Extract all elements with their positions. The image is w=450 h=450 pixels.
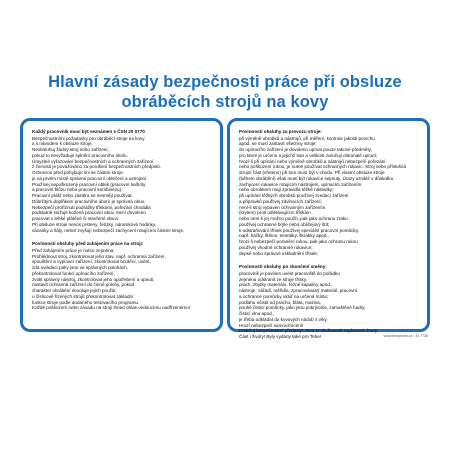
- text-line: prach, zbytky materiálu, řezné kapaliny apod.;: [239, 282, 333, 288]
- text-line: podstatně snižuje kožená pracovní obuv. Není dovoleno: [32, 210, 146, 216]
- text-line: a připravků používej zdvihacích zařízení;: [239, 198, 322, 204]
- text-line: pracovat v lehké plátěné či otevřené obuvi.: [32, 216, 120, 222]
- text-line: Každé poškození nebo závadu na stroji ihned ohlas vedoucímu nadřízenému!: [32, 305, 191, 311]
- section-heading: Povinnosti obsluhy za provozu stroje:: [239, 129, 322, 134]
- text-line: strojní část (vřeteno) při tom musí být v chodu. Při vlastní obsluze stroje: [239, 170, 385, 176]
- text-line: podlahu očistit od prachu, bláta, maziva,: [239, 299, 321, 305]
- text-line: funkce stroje podle dodaného testovacího programu.: [32, 299, 140, 305]
- text-line: Prohlédnout stroj, zkontrolovat jeho stav, např. ochranná zařízení,: [32, 253, 166, 259]
- right-section-operation: [239, 129, 419, 256]
- text-line: nebo není-li jej možno použít, pak jako ochranu zraku: [239, 216, 348, 222]
- text-line: Nebezpečí proříznutí podrážky třískami, pořezání chodidla: [32, 204, 151, 210]
- text-line: Používej nepoškozený pracovní oblek (pracovní kalhoty: [32, 181, 146, 187]
- text-line: Pracovní plášť nebo zástěra se nesmějí používat.: [32, 193, 133, 199]
- text-line: u číslicově řízených strojů překontrolovat základní: [32, 293, 134, 299]
- text-line: je na prvém místě správné pracovní oblečení a ustrojení.: [32, 175, 148, 181]
- title-line-2: obráběcích strojů na kovy: [121, 93, 329, 111]
- text-line: hrozí-li při upínání nebo výměně obrobků a nástrojů nebezpečí pořezání: [239, 158, 386, 164]
- text-line: je třeba odkládat do kovových nádob s víky.: [239, 316, 328, 322]
- text-line: zachycení rukavice rotujícím nástrojem, upínacím zařízením: [239, 181, 362, 187]
- text-line: používej ochranné brýle nebo obličejový štít;: [239, 221, 330, 227]
- sign-title: [20, 72, 430, 112]
- text-line: k odstraňování třísek používej speciální pracovní pomůcky,: [239, 227, 359, 233]
- text-line: používej vhodné ochranné rukavice;: [239, 244, 313, 250]
- text-line: Před zahájením práce je nutno zejména:: [32, 247, 115, 253]
- text-line: čisticí vlnu apod.,: [239, 311, 275, 317]
- text-line: a s návodem k obsluze stroje.: [32, 141, 93, 147]
- text-line: Část i životy! Byly vydány také pro Tebe!: [239, 334, 322, 340]
- section-heading: Povinnosti obsluhy před zahájením práce na stroji:: [32, 241, 144, 247]
- text-line: např. háčky, štětce, smetáky, škrabky apod.,: [239, 233, 329, 239]
- text-line: nastavit ochranná zařízení do činné polohy, pokud: [32, 282, 135, 288]
- text-line: do upínacího zařízení je dovoleno upínat pouze takové předměty,: [239, 147, 372, 153]
- text-line: spouštění a vypínací zařízení, zkontrolovat brzdění, uvěrit,: [32, 259, 151, 265]
- text-line: pro které je určeno a jejichž tvar a velikost zaručují dokonalé upnutí;: [239, 152, 378, 158]
- text-line: zda ovládací páky jsou ve správných polohách,: [32, 265, 129, 271]
- title-line-1: Hlavní zásady bezpečnosti práce při obsluze: [48, 73, 402, 91]
- text-line: (během obrábění) však musí být rukavice sejmuty. Úrazy vzniklé v důsledku: [239, 175, 394, 181]
- text-line: zejména odstranit ze stroje třísky,: [239, 276, 308, 282]
- text-line: a ochranné pomůcky ukliď na určená místa;: [239, 293, 329, 299]
- text-line: (krytem) proti odlétávajícím třískám: [239, 210, 311, 216]
- text-line: charakter obrábění dovoluje jejich použití,: [32, 288, 117, 294]
- text-line: pokud to nevyžaduje splnění pracovního úkolu.: [32, 152, 128, 158]
- text-line: nebo obrobkem mají zpravidla těžké následky;: [239, 187, 334, 193]
- right-section-after-shift: [239, 264, 419, 340]
- text-line: Hrozí nebezpečí samovznícení!: [239, 322, 304, 328]
- left-panel: [20, 118, 223, 332]
- text-line: hrozí-li nebezpečí poranění rukou, pak jako ochranu rukou: [239, 239, 358, 245]
- left-section-general: [32, 129, 212, 233]
- text-line: Úmyslné vyřazování bezpečnostních a ochranných zařízení: [32, 158, 154, 164]
- text-line: zvolit správný nástroj, zkontrolovat jeho opotřebení a upnutí,: [32, 276, 155, 282]
- text-line: Neobsluhuj žádný stroj nebo zařízení,: [32, 147, 109, 153]
- text-line: Při obsluze stroje nenos prsteny, řetízky, náramkové hodinky,: [32, 221, 157, 227]
- text-line: Bezpečnostními požadavky pro obráběcí stroje na kovy: [32, 135, 145, 141]
- text-line: Důležitým doplňkem pracovního úboru je správná obuv.: [32, 198, 146, 204]
- section-heading: Povinnosti obsluhy po skončení směny:: [239, 264, 327, 270]
- left-section-before-work: [32, 241, 212, 311]
- text-line: vázanky a šály, neboť zvyšují nebezpečí zachycení rotujícími částmi stroje.: [32, 227, 185, 233]
- section-heading: Každý pracovník musí být seznámen s ČSN 20 0770: [32, 129, 145, 134]
- text-line: při upínání těžkých obrobků používej zvedací zařízení: [239, 193, 349, 199]
- text-line: depsé nebo správné uskladnění třísek;: [239, 250, 318, 256]
- text-line: z činnosti je považováno za porušení bezpečnostních předpisů.: [32, 164, 161, 170]
- text-line: pouhé čisticí pomůcky, jako jsou pokrývače, zamaštěné hadry,: [239, 305, 366, 311]
- text-line: při výměně obrobků a nástrojů, při měření, kontrole jakosti povrchu: [239, 135, 375, 141]
- text-line: Ochranou před pohybujícími se částmi stroje: [32, 170, 123, 176]
- text-line: Dodržuj bezpečnostní předpisy! Jsou to zkušenosti zaplacené úrazy.: [239, 328, 379, 334]
- text-line: a pracovní blůzu nebo pracovní kombinézu).: [32, 187, 123, 193]
- text-line: překontrolovat funkci upínacího zařízení,: [32, 270, 115, 276]
- text-line: nebo poškození rukou, je nutné používat ochranných rukavic. Stroj nebo příslušná: [239, 164, 407, 170]
- text-line: apod. se musí zastavit všechny stroje;: [239, 141, 317, 147]
- text-line: pracovník je povinen uvést pracoviště do pořádku: [239, 270, 340, 276]
- text-line: nástroje, nářadí, měřidla, zpracovávaný materiál, pracovní: [239, 288, 358, 294]
- footer-code: www.bezpecne.cz • SI 7738: [383, 334, 428, 338]
- text-line: není-li stroj vybaven ochranným zařízením: [239, 204, 326, 210]
